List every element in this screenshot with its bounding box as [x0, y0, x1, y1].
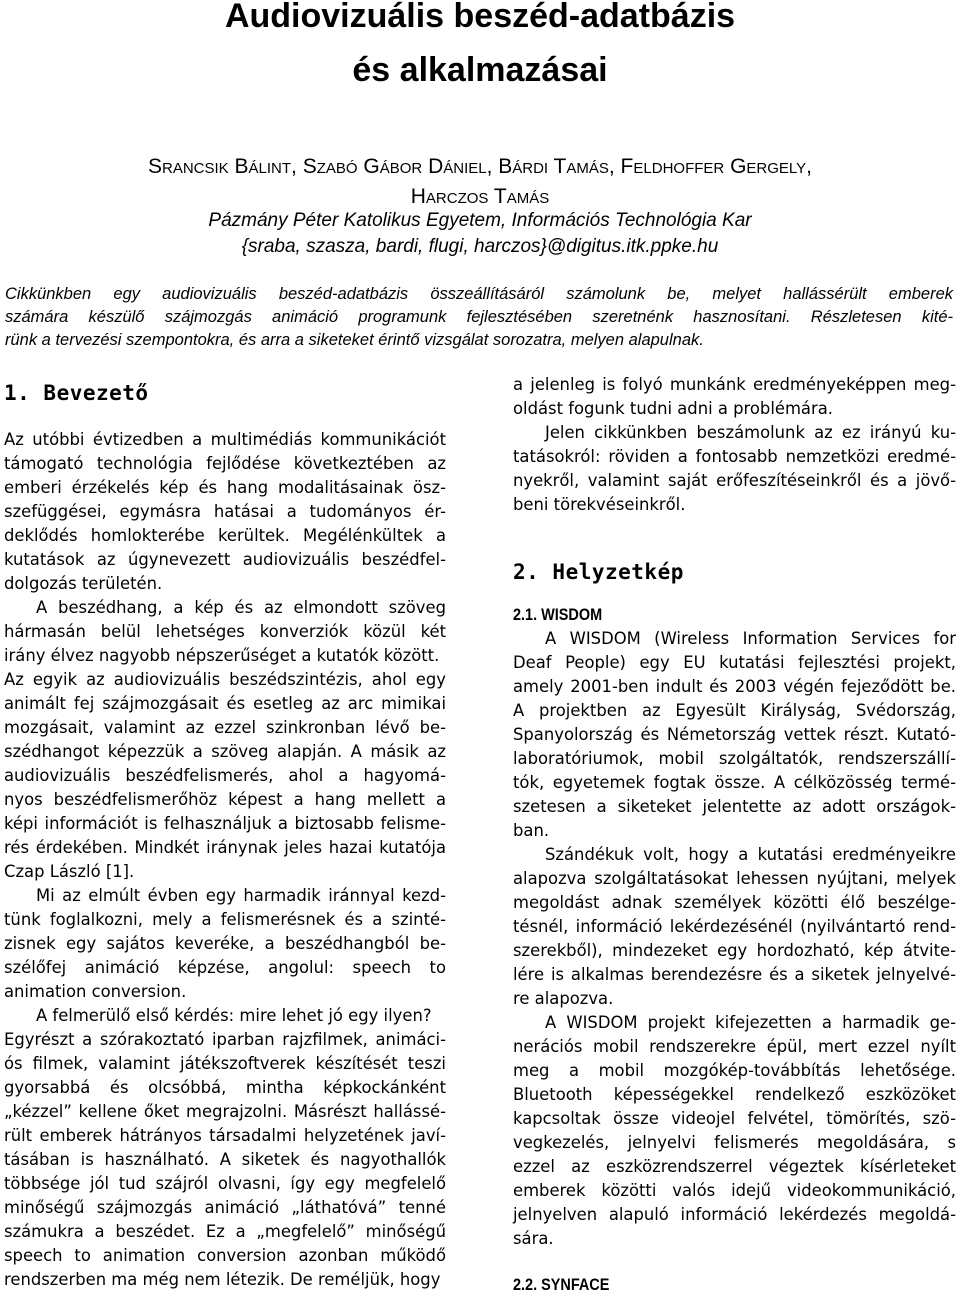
text-line: rendszerben ma még nem létezik. De reméljük, hogy: [4, 1270, 441, 1289]
text-line: képi információt is felhasználjuk a biztosabb felisme-: [4, 814, 446, 833]
subsection-heading-2-2: 2.2. SYNFACE: [513, 1275, 610, 1294]
affiliation-institution: Pázmány Péter Katolikus Egyetem, Információs Technológia Kar: [208, 210, 752, 231]
text-line: a jelenleg is folyó munkánk eredményeképpen meg-: [513, 375, 956, 394]
section-heading-2: 2. Helyzetkép: [513, 560, 684, 584]
text-line: meg a mobil mozgókép-továbbítás lehetősége.: [513, 1061, 956, 1080]
affiliation-emails: {sraba, szasza, bardi, flugi, harczos}@digitus.itk.ppke.hu: [241, 236, 719, 257]
text-line: hármasán belül lehetséges konverziók közül két: [4, 622, 446, 641]
abstract: [5, 283, 953, 352]
abstract-line: rünk a tervezési szempontokra, és arra a siketeket érintő vizsgálat sorozatra, melyen alapulnak.: [5, 331, 704, 349]
text-line: tók, egyetemek fogtak össze. A célközösség termé-: [513, 773, 956, 792]
text-line: Szándékuk volt, hogy a kutatási eredményeikre: [545, 845, 956, 864]
text-line: oldást fogunk tudni adni a problémára.: [513, 399, 833, 418]
text-line: sára.: [513, 1229, 554, 1248]
text-line: rés érdekében. Mindkét iránynak jeles hazai kutatója: [4, 838, 446, 857]
abstract-line: Cikkünkben egy audiovizuális beszéd-adatbázis összeállításáról számolunk be, melyet hallássérült emberek: [5, 285, 953, 303]
text-line: speech to animation conversion azonban működő: [4, 1246, 446, 1265]
abstract-line: számára készülő szájmozgás animáció programunk fejlesztésében szeretnénk hasznosítani. Részletesen kité-: [5, 308, 953, 326]
text-line: A beszédhang, a kép és az elmondott szöveg: [36, 598, 446, 617]
left-column: [4, 378, 446, 1292]
paper-title: [0, 0, 960, 90]
text-line: animált fej szájmozgásait és esetleg az arc mimikai: [4, 694, 446, 713]
text-line: A felmerülő első kérdés: mire lehet jó egy ilyen?: [36, 1006, 432, 1025]
text-line: Egyrészt a szórakoztató iparban rajzfilmek, animáci-: [4, 1030, 446, 1049]
text-line: Jelen cikkünkben beszámolunk az ez irányú ku-: [545, 423, 956, 442]
text-line: ban.: [513, 821, 550, 840]
text-line: nyekről, valamint saját erőfeszítéseinkről és a jövő-: [513, 471, 956, 490]
text-line: támogató technológia fejlődése következtében az: [4, 454, 446, 473]
text-line: nerációs mobil rendszerekre épül, mert ezzel nyílt: [513, 1037, 956, 1056]
text-line: szetesen a siketeket jelentette az adott országok-: [513, 797, 956, 816]
text-line: alapozva szolgáltatásokat lehessen nyújtani, melyek: [513, 869, 956, 888]
text-line: rült emberek hátrányos társadalmi helyzetének javí-: [4, 1126, 446, 1145]
section-heading-1: 1. Bevezető: [4, 381, 149, 405]
text-line: deklődés homlokterébe kerültek. Megélénkültek a: [4, 526, 446, 545]
text-line: tatásokról: röviden a fontosabb nemzetközi eredmé-: [513, 447, 956, 466]
text-line: jelnyelven alapuló információ lekérdezés megoldá-: [513, 1205, 956, 1224]
text-line: A WISDOM projekt kifejezetten a harmadik ge-: [545, 1013, 956, 1032]
text-line: animation conversion.: [4, 982, 187, 1001]
text-line: szerekből), mindezeket egy hordozható, kép átvite-: [513, 941, 956, 960]
text-line: minőségű szájmozgás animáció „láthatóvá” tenné: [4, 1198, 446, 1217]
text-line: amely 2001-ben indult és 2003 végén fejeződött be.: [513, 677, 956, 696]
text-line: tásában is használható. A siketek és nagyothallók: [4, 1150, 446, 1169]
text-line: irány élvez nagyobb népszerűséget a kutatók között.: [4, 646, 440, 665]
right-column-intro: [513, 373, 956, 517]
subsection-heading-2-1: 2.1. WISDOM: [513, 605, 603, 624]
text-line: ós filmek, valamint játékszoftverek készítését teszi: [4, 1054, 446, 1073]
text-line: kapcsoltak össze videojel felvétel, tömörítés, szö-: [513, 1109, 956, 1128]
text-line: emberi érzékelés kép és hang modalitásainak ösz-: [4, 478, 446, 497]
text-line: gyorsabbá és olcsóbbá, mintha képkockánként: [4, 1078, 446, 1097]
title-line-2: és alkalmazásai: [352, 51, 608, 89]
text-line: zisnek egy sajátos keveréke, a beszédhangból be-: [4, 934, 446, 953]
text-line: szefüggései, egymásra hatásai a tudományos ér-: [4, 502, 446, 521]
title-line-1: Audiovizuális beszéd-adatbázis: [224, 0, 736, 35]
text-line: Spanyolország és Németország vettek részt. Kutató-: [513, 725, 956, 744]
right-column-wisdom: [513, 627, 956, 1251]
authors-line-2: Harczos Tamás: [410, 185, 550, 208]
text-line: kutatások az úgynevezett audiovizuális beszédfel-: [4, 550, 446, 569]
affiliation: [0, 208, 960, 260]
text-line: re alapozva.: [513, 989, 614, 1008]
text-line: Mi az elmúlt évben egy harmadik iránnyal kezd-: [36, 886, 446, 905]
text-line: vegkezelés, jelnyelvi felismerés megoldására, s: [513, 1133, 956, 1152]
text-line: A projektben az Egyesült Királyság, Svédország,: [513, 701, 956, 720]
text-line: Az egyik az audiovizuális beszédszintézis, ahol egy: [4, 670, 446, 689]
text-line: laboratóriumok, mobil szolgáltatók, rendszerszállí-: [513, 749, 956, 768]
text-line: „kézzel” kellene őket megrajzolni. Másrészt hallássé-: [4, 1102, 446, 1121]
text-line: Czap László [1].: [4, 862, 135, 881]
text-line: többsége jól tud szájról olvasni, így egy megfelelő: [4, 1174, 446, 1193]
left-column-body: [4, 428, 446, 1292]
authors: [0, 152, 960, 212]
text-line: audiovizuális beszédfelismerés, ahol a hagyomá-: [4, 766, 446, 785]
right-column: [513, 373, 956, 1297]
text-line: ezzel az eszközrendszerrel végeztek kísérleteket: [513, 1157, 956, 1176]
text-line: A WISDOM (Wireless Information Services for: [545, 629, 956, 648]
text-line: emberek közötti valós idejű videokommunikáció,: [513, 1181, 956, 1200]
text-line: beni törekvéseinkről.: [513, 495, 686, 514]
text-line: tünk foglalkozni, mely a felismerésnek és a szinté-: [4, 910, 446, 929]
text-line: számukra a beszédet. Ez a „megfelelő” minőségű: [4, 1222, 446, 1241]
text-line: Deaf People) egy EU kutatási fejlesztési projekt,: [513, 653, 956, 672]
text-line: nyos beszédfelismerőhöz képest a hang mellett a: [4, 790, 446, 809]
text-line: Bluetooth képességekkel rendelkező eszközöket: [513, 1085, 956, 1104]
text-line: dolgozás területén.: [4, 574, 163, 593]
authors-line-1: Srancsik Bálint, Szabó Gábor Dániel, Bárdi Tamás, Feldhoffer Gergely,: [148, 155, 812, 178]
text-line: mozgásait, valamint az ezzel szinkronban lévő be-: [4, 718, 446, 737]
text-line: szédhangot képezzük a szöveg alapján. A másik az: [4, 742, 446, 761]
text-line: tésnél, információ lekérdezésénél (nyilvántartó rend-: [513, 917, 956, 936]
text-line: megoldást adnak személyek közötti élő beszélge-: [513, 893, 956, 912]
text-line: szélőfej animáció képzése, angolul: speech to: [4, 958, 446, 977]
text-line: Az utóbbi évtizedben a multimédiás kommunikációt: [4, 430, 446, 449]
text-line: lére is alkalmas berendezésre és a siketek jelnyelvé-: [513, 965, 956, 984]
